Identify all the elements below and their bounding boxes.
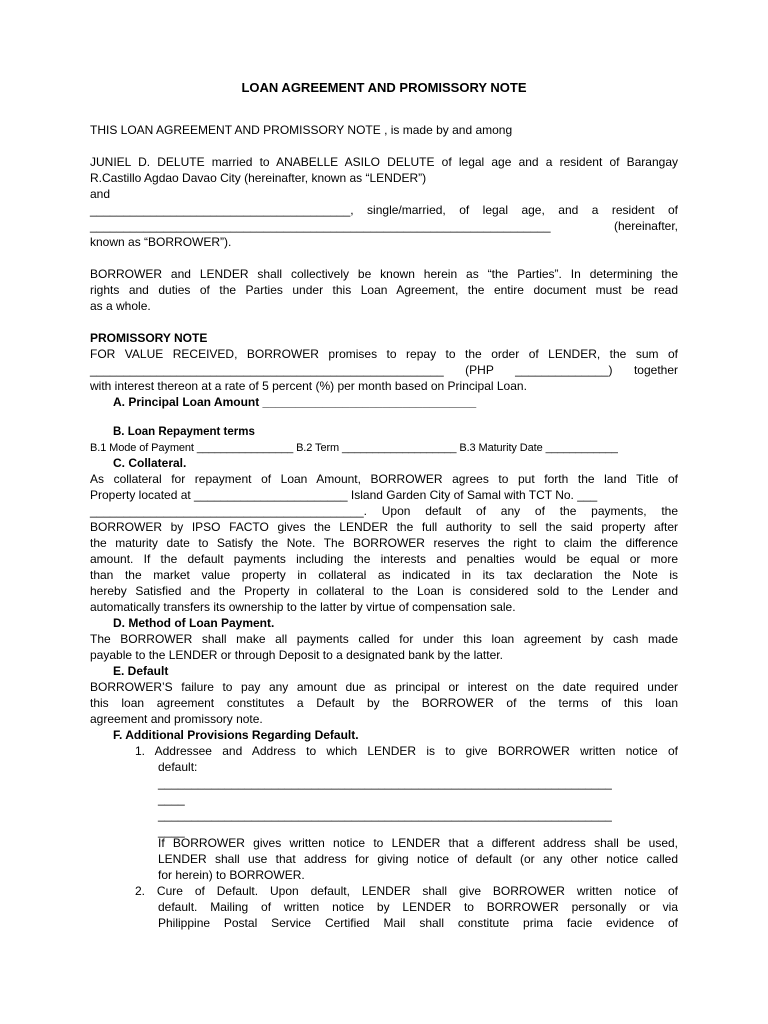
provision-1-line-1: 1. Addressee and Address to which LENDER is to give BORROWER written notice of (135, 744, 678, 758)
section-a: A. Principal Loan Amount ________________________________ (113, 395, 477, 409)
default-line-1: BORROWER’S failure to pay any amount due as principal or interest on the date required under (90, 680, 678, 694)
address-blank-2-cont: ____ (158, 824, 185, 838)
address-blank-2: ____________________________________________________________________ (158, 808, 612, 822)
collateral-line-4: BORROWER by IPSO FACTO gives the LENDER the full authority to sell the said property after (90, 520, 678, 534)
and-line: and (90, 187, 111, 201)
provision-2-line-2: default. Mailing of written notice by LENDER to BORROWER personally or via (158, 900, 678, 914)
document-title: LOAN AGREEMENT AND PROMISSORY NOTE (241, 80, 527, 95)
default-line-2: this loan agreement constitutes a Default by the BORROWER of the terms of this loan (90, 696, 678, 710)
section-e: E. Default (113, 664, 169, 678)
promissory-note-heading: PROMISSORY NOTE (90, 331, 208, 345)
collateral-line-5: the maturity date to Satisfy the Note. The BORROWER reserves the right to claim the difference (90, 536, 678, 550)
provision-2-line-1: 2. Cure of Default. Upon default, LENDER shall give BORROWER written notice of (135, 884, 678, 898)
note-line-2: _____________________________________________________ (PHP ______________) together (90, 363, 678, 377)
collateral-line-6: amount. If the default payments including the interests and penalties would be equal or more (90, 552, 678, 566)
collateral-line-3: _________________________________________. Upon default of any of the payments, the (90, 504, 678, 518)
borrower-line-2: _____________________________________________________________________ (hereinafter, (90, 219, 678, 233)
provision-1-line-2: default: (158, 760, 198, 774)
payment-method-line-1: The BORROWER shall make all payments called for under this loan agreement by cash made (90, 632, 678, 646)
parties-line-3: as a whole. (90, 299, 151, 313)
payment-method-line-2: payable to the LENDER or through Deposit to a designated bank by the latter. (90, 648, 503, 662)
collateral-line-2: Property located at _______________________ Island Garden City of Samal with TCT No. ___ (90, 488, 598, 502)
section-b: B. Loan Repayment terms (113, 426, 255, 438)
parties-line-1: BORROWER and LENDER shall collectively be known herein as “the Parties”. In determining the (90, 267, 678, 281)
provision-1-line-4: LENDER shall use that address for giving notice of default (or any other notice called (158, 852, 678, 866)
borrower-line-3: known as “BORROWER”). (90, 235, 232, 249)
address-blank-1-cont: ____ (158, 792, 185, 806)
repayment-terms-line: B.1 Mode of Payment ________________ B.2 Term ___________________ B.3 Maturity Date ____________ (90, 442, 618, 454)
borrower-line-1: _______________________________________, single/married, of legal age, and a resident of (90, 203, 678, 217)
section-f: F. Additional Provisions Regarding Default. (113, 728, 359, 742)
collateral-line-9: automatically transfers its ownership to the latter by virtue of compensation sale. (90, 600, 516, 614)
default-line-3: agreement and promissory note. (90, 712, 263, 726)
lender-line-1: JUNIEL D. DELUTE married to ANABELLE ASILO DELUTE of legal age and a resident of Barangay (90, 155, 678, 169)
provision-1-line-3: If BORROWER gives written notice to LENDER that a different address shall be used, (158, 836, 678, 850)
note-line-3: with interest thereon at a rate of 5 percent (%) per month based on Principal Loan. (90, 379, 527, 393)
lender-line-2: R.Castillo Agdao Davao City (hereinafter, known as “LENDER”) (90, 171, 427, 185)
collateral-line-8: hereby Satisfied and the Property in collateral to the Loan is considered sold to the Lender and (90, 584, 678, 598)
intro-line: THIS LOAN AGREEMENT AND PROMISSORY NOTE , is made by and among (90, 123, 513, 137)
collateral-line-7: than the market value property in collateral as indicated in its tax declaration the Note is (90, 568, 678, 582)
provision-2-line-3: Philippine Postal Service Certified Mail shall constitute prima facie evidence of (158, 916, 678, 930)
collateral-line-1: As collateral for repayment of Loan Amount, BORROWER agrees to put forth the land Title of (90, 472, 678, 486)
address-blank-1: ____________________________________________________________________ (158, 776, 612, 790)
parties-line-2: rights and duties of the Parties under this Loan Agreement, the entire document must be read (90, 283, 678, 297)
provision-1-line-5: for herein) to BORROWER. (158, 868, 305, 882)
section-d: D. Method of Loan Payment. (113, 616, 275, 630)
section-c: C. Collateral. (113, 456, 187, 470)
note-line-1: FOR VALUE RECEIVED, BORROWER promises to repay to the order of LENDER, the sum of (90, 347, 678, 361)
